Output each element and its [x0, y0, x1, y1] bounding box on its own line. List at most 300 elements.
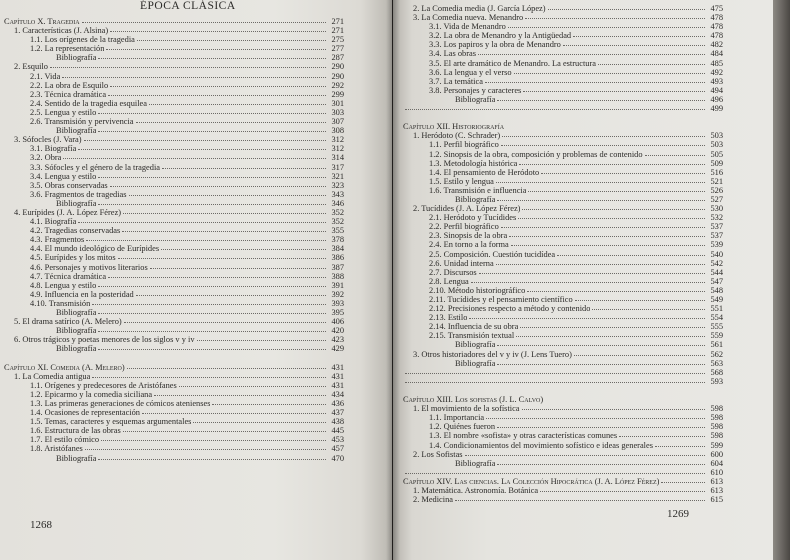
dot-leader [137, 39, 326, 41]
dot-leader [106, 48, 326, 50]
toc-entry-label: 3.8. Personajes y caracteres [429, 85, 522, 95]
toc-entry-label: Capítulo XII. Historiografía [403, 122, 505, 132]
toc-entry-page: 484 [710, 49, 723, 59]
toc-entry [403, 495, 723, 504]
toc-entry-page: 478 [710, 22, 723, 32]
toc-entry [4, 190, 344, 199]
dot-leader [645, 154, 705, 156]
toc-entry-label: 4. Eurípides (J. A. López Férez) [14, 207, 121, 217]
dot-leader [527, 290, 705, 292]
toc-entry-page: 599 [710, 440, 723, 450]
toc-entry [403, 250, 723, 259]
toc-entry [4, 208, 344, 217]
toc-entry-page: 307 [331, 117, 344, 127]
toc-entry-label: 1.2. La representación [30, 44, 105, 54]
toc-entry-label: Bibliografía [56, 326, 97, 336]
dot-leader [98, 458, 326, 460]
toc-entry [403, 277, 723, 286]
toc-entry-page: 287 [331, 53, 344, 63]
toc-entry [403, 313, 723, 322]
toc-entry-page: 537 [710, 231, 723, 241]
dot-leader [511, 244, 705, 246]
toc-chapter-heading [403, 477, 723, 486]
toc-entry-page: 384 [331, 244, 344, 254]
toc-entry [403, 95, 723, 104]
toc-entry-page: 547 [710, 276, 723, 286]
toc-entry [4, 335, 344, 344]
dot-leader [522, 408, 705, 410]
toc-entry [403, 168, 723, 177]
toc-entry [4, 72, 344, 81]
dot-leader [127, 367, 326, 369]
toc-entry-page: 563 [710, 358, 723, 368]
toc-entry-label: 3. Otros historiadores del v y iv (J. Lens Tuero) [413, 349, 572, 359]
dot-leader [465, 454, 705, 456]
toc-entry-page: 532 [710, 213, 723, 223]
toc-entry-page: 271 [331, 26, 344, 36]
toc-entry-label: 1.3. Las primeras generaciones de cómicos atenienses [30, 398, 211, 408]
toc-entry [4, 99, 344, 108]
dot-leader [110, 85, 326, 87]
toc-entry-label: Bibliografía [56, 308, 97, 317]
toc-entry-page: 496 [710, 94, 723, 104]
toc-entry [4, 153, 344, 162]
toc-entry [4, 426, 344, 435]
dot-leader [497, 363, 705, 365]
toc-entry-label: 4.10. Transmisión [30, 298, 91, 308]
toc-entry-page: 561 [710, 340, 723, 350]
toc-entry [4, 344, 344, 353]
toc-entry-page: 312 [331, 135, 344, 145]
toc-entry-page: 343 [331, 189, 344, 199]
dot-leader [129, 194, 326, 196]
toc-entry-page: 438 [331, 417, 344, 427]
dot-leader [78, 148, 326, 150]
toc-entry-label: Capítulo XIII. Los sofistas (J. L. Calvo) [403, 395, 544, 405]
dot-leader [136, 121, 326, 123]
toc-entry [403, 40, 723, 49]
dot-leader [101, 439, 326, 441]
toc-entry-label: Bibliografía [56, 198, 97, 208]
toc-entry-page: 431 [331, 380, 344, 390]
toc-entry-label: 4.1. Biografía [30, 217, 77, 227]
toc-entry [403, 204, 723, 213]
toc-entry [4, 44, 344, 53]
toc-entry [403, 368, 723, 377]
dot-leader [98, 312, 326, 314]
toc-entry [4, 372, 344, 381]
page-number-left: 1268 [30, 519, 52, 531]
toc-entry-label: 1.2. Quiénes fueron [429, 422, 496, 432]
dot-leader [405, 472, 705, 474]
toc-entry [403, 49, 723, 58]
dot-leader [598, 63, 705, 65]
toc-entry-page: 492 [710, 67, 723, 77]
toc-entry-label: 1.6. Estructura de las obras [30, 426, 121, 436]
toc-entry [4, 135, 344, 144]
toc-entry-label: 1.8. Aristófanes [30, 444, 83, 454]
toc-entry-label: 2.5. Composición. Cuestión tucidídea [429, 249, 556, 259]
toc-entry-page: 598 [710, 422, 723, 432]
toc-entry-label: Bibliografía [56, 53, 97, 63]
toc-entry-label: 1.2. Epicarmo y la comedia siciliana [30, 389, 153, 399]
toc-entry-page: 431 [331, 362, 344, 372]
toc-entry-label: Bibliografía [56, 344, 97, 354]
toc-entry-page: 299 [331, 89, 344, 99]
dot-leader [193, 421, 326, 423]
toc-entry [403, 413, 723, 422]
toc-entry-label: 3. Sófocles (J. Vara) [14, 135, 82, 145]
toc-entry [403, 295, 723, 304]
toc-entry-page: 277 [331, 44, 344, 54]
toc-entry-page: 482 [710, 40, 723, 50]
toc-entry-page: 478 [710, 31, 723, 41]
toc-entry [4, 290, 344, 299]
toc-entry [4, 444, 344, 453]
toc-entry [403, 322, 723, 331]
running-head: ÉPOCA CLÁSICA [140, 0, 236, 12]
toc-entry-page: 388 [331, 271, 344, 281]
toc-entry-page: 317 [331, 162, 344, 172]
dot-leader [522, 208, 705, 210]
toc-entry-label: 3.3. Los papiros y la obra de Menandro [429, 40, 561, 50]
toc-entry [4, 62, 344, 71]
toc-entry-page: 395 [331, 308, 344, 317]
dot-leader [98, 112, 326, 114]
toc-entry [403, 22, 723, 31]
toc-entry [4, 108, 344, 117]
toc-entry-label: 2. Esquilo [14, 62, 48, 72]
dot-leader [98, 130, 326, 132]
toc-entry-page: 559 [710, 331, 723, 341]
toc-entry-label: 2.6. Transmisión y pervivencia [30, 117, 134, 127]
toc-chapter-heading [4, 17, 344, 26]
toc-entry-page: 275 [331, 35, 344, 45]
toc-entry-page: 355 [331, 226, 344, 236]
dot-leader [84, 139, 326, 141]
toc-entry-page: 314 [331, 153, 344, 163]
toc-entry-label: 4.3. Fragmentos [30, 235, 85, 245]
toc-entry-page: 392 [331, 289, 344, 299]
toc-entry-label: 1.1. Perfil biográfico [429, 140, 499, 150]
left-page [0, 0, 392, 560]
toc-entry-page: 499 [710, 104, 723, 114]
toc-entry-label: 3.4. Las obras [429, 49, 476, 59]
toc-entry-label: 1.5. Estilo y lengua [429, 176, 494, 186]
toc-entry [4, 244, 344, 253]
toc-entry [4, 253, 344, 262]
toc-entry-label: 2.2. Perfil biográfico [429, 222, 499, 232]
toc-entry-page: 593 [710, 376, 723, 386]
dot-leader [502, 135, 705, 137]
toc-left [4, 17, 344, 463]
toc-entry [403, 304, 723, 313]
toc-entry-page: 457 [331, 444, 344, 454]
toc-entry-label: 2. Tucídides (J. A. López Férez) [413, 204, 521, 214]
toc-entry-label: 3.1. Biografía [30, 144, 77, 154]
toc-entry [403, 177, 723, 186]
dot-leader [122, 230, 326, 232]
dot-leader [108, 276, 326, 278]
dot-leader [86, 239, 326, 241]
toc-entry-page: 527 [710, 194, 723, 204]
toc-entry-label: 3.2. Obra [30, 153, 62, 163]
toc-entry-label: Bibliografía [56, 126, 97, 136]
toc-entry-page: 420 [331, 326, 344, 336]
toc-entry [403, 340, 723, 349]
dot-leader [655, 445, 705, 447]
toc-entry-page: 423 [331, 335, 344, 345]
toc-entry [403, 213, 723, 222]
toc-entry [4, 217, 344, 226]
toc-entry-label: 2.4. Sentido de la tragedia esquilea [30, 98, 147, 108]
toc-entry-page: 610 [710, 467, 723, 477]
toc-entry-page: 555 [710, 322, 723, 332]
dot-leader [619, 435, 705, 437]
dot-leader [98, 348, 326, 350]
toc-chapter-heading [4, 363, 344, 372]
toc-entry-page: 308 [331, 126, 344, 136]
toc-entry-page: 503 [710, 140, 723, 150]
toc-entry-label: 3.2. La obra de Menandro y la Antigüedad [429, 31, 572, 41]
toc-entry-page: 539 [710, 240, 723, 250]
toc-entry-label: 1.3. Metodología histórica [429, 158, 518, 168]
dot-leader [661, 481, 705, 483]
toc-entry-label: 2.4. En torno a la forma [429, 240, 509, 250]
dot-leader [149, 103, 326, 105]
toc-entry-page: 540 [710, 249, 723, 259]
toc-entry [403, 459, 723, 468]
dot-leader [212, 403, 326, 405]
dot-leader [563, 44, 705, 46]
toc-entry [4, 435, 344, 444]
toc-entry-label: 4.7. Técnica dramática [30, 271, 107, 281]
toc-entry [403, 131, 723, 140]
toc-entry [4, 226, 344, 235]
toc-entry-label: 1.4. Condicionamientos del movimiento sofístico e ideas generales [429, 440, 653, 450]
toc-entry-label: Bibliografía [455, 194, 496, 204]
toc-entry-label: 1.6. Transmisión e influencia [429, 185, 527, 195]
toc-entry [4, 126, 344, 135]
toc-entry-page: 516 [710, 167, 723, 177]
toc-chapter-heading [403, 395, 723, 404]
toc-entry-label: 1. La Comedia antigua [14, 371, 91, 381]
toc-entry-page: 303 [331, 107, 344, 117]
toc-entry-label: 2. Los Sofistas [413, 449, 463, 459]
dot-leader [497, 99, 705, 101]
toc-entry [403, 140, 723, 149]
toc-spacer [403, 386, 723, 395]
dot-leader [161, 248, 326, 250]
toc-entry-label: Bibliografía [56, 453, 97, 463]
toc-entry [4, 117, 344, 126]
dot-leader [479, 272, 705, 274]
toc-entry-page: 549 [710, 295, 723, 304]
toc-entry [403, 195, 723, 204]
toc-entry-page: 312 [331, 144, 344, 154]
dot-leader [62, 76, 326, 78]
toc-entry-label: 4.2. Tragedias conservadas [30, 226, 121, 236]
toc-entry-label: 3.3. Sófocles y el género de la tragedia [30, 162, 160, 172]
dot-leader [179, 385, 326, 387]
toc-entry-page: 551 [710, 304, 723, 314]
toc-entry-page: 352 [331, 207, 344, 217]
toc-entry-label: 1.4. El pensamiento de Heródoto [429, 167, 540, 177]
dot-leader [523, 90, 705, 92]
toc-entry-page: 387 [331, 262, 344, 272]
toc-entry-page: 598 [710, 413, 723, 423]
toc-entry-label: Bibliografía [455, 94, 496, 104]
dot-leader [471, 281, 705, 283]
toc-entry [4, 399, 344, 408]
dot-leader [486, 417, 705, 419]
dot-leader [509, 235, 705, 237]
dot-leader [92, 303, 326, 305]
right-page [393, 0, 773, 560]
dot-leader [575, 299, 705, 301]
page-edge [773, 0, 790, 560]
dot-leader [162, 167, 326, 169]
book-gutter [386, 0, 400, 560]
dot-leader [154, 394, 326, 396]
toc-entry-page: 485 [710, 58, 723, 68]
toc-entry-page: 323 [331, 180, 344, 190]
toc-entry [403, 31, 723, 40]
toc-entry-page: 301 [331, 98, 344, 108]
dot-leader [574, 354, 705, 356]
toc-entry-page: 292 [331, 80, 344, 90]
toc-entry [403, 186, 723, 195]
toc-entry-label: Bibliografía [455, 358, 496, 368]
toc-entry [403, 377, 723, 386]
toc-entry [403, 104, 723, 113]
dot-leader [478, 53, 705, 55]
dot-leader [455, 499, 705, 501]
dot-leader [110, 185, 326, 187]
toc-entry-page: 437 [331, 408, 344, 418]
toc-entry-label: Bibliografía [455, 458, 496, 468]
toc-entry-label: 4.4. El mundo ideológico de Eurípides [30, 244, 160, 254]
toc-entry [403, 331, 723, 340]
toc-entry [4, 235, 344, 244]
dot-leader [496, 181, 705, 183]
toc-entry-page: 568 [710, 367, 723, 377]
toc-entry [403, 59, 723, 68]
toc-entry-page: 542 [710, 258, 723, 268]
toc-entry-label: 3.7. La temática [429, 76, 483, 86]
toc-entry [403, 77, 723, 86]
dot-leader [98, 330, 326, 332]
toc-entry-page: 509 [710, 158, 723, 168]
toc-entry [403, 422, 723, 431]
toc-entry-page: 453 [331, 435, 344, 445]
toc-entry [403, 4, 723, 13]
toc-entry-page: 526 [710, 185, 723, 195]
toc-entry [4, 53, 344, 62]
toc-entry [403, 259, 723, 268]
toc-entry [4, 90, 344, 99]
toc-entry-page: 530 [710, 204, 723, 214]
dot-leader [518, 217, 705, 219]
dot-leader [123, 430, 326, 432]
toc-entry-label: 2.14. Influencia de su obra [429, 322, 519, 332]
toc-entry [4, 454, 344, 463]
dot-leader [508, 26, 705, 28]
dot-leader [497, 463, 705, 465]
dot-leader [50, 66, 326, 68]
toc-entry-label: 3. La Comedia nueva. Menandro [413, 13, 524, 23]
toc-entry-label: 1.1. Importancia [429, 413, 485, 423]
toc-entry-label: 4.9. Influencia en la posteridad [30, 289, 134, 299]
toc-entry [4, 326, 344, 335]
dot-leader [501, 144, 705, 146]
toc-entry-page: 548 [710, 285, 723, 295]
toc-entry-page: 290 [331, 62, 344, 72]
dot-leader [78, 221, 326, 223]
toc-entry-page: 271 [331, 17, 344, 26]
dot-leader [118, 257, 326, 259]
toc-entry-label: 2.15. Transmisión textual [429, 331, 515, 341]
toc-entry-page: 598 [710, 404, 723, 414]
toc-entry [403, 159, 723, 168]
toc-entry-page: 445 [331, 426, 344, 436]
toc-entry-page: 391 [331, 280, 344, 290]
toc-entry-page: 604 [710, 458, 723, 468]
toc-entry-label: 3.1. Vida de Menandro [429, 22, 506, 32]
toc-entry-page: 544 [710, 267, 723, 277]
toc-chapter-heading [403, 122, 723, 131]
toc-entry [403, 286, 723, 295]
toc-entry-label: 1. El movimiento de la sofística [413, 404, 520, 414]
toc-entry [403, 231, 723, 240]
toc-entry [4, 308, 344, 317]
toc-entry-label: 2.13. Estilo [429, 313, 468, 323]
toc-entry-label: 3.6. Fragmentos de tragedias [30, 189, 127, 199]
dot-leader [557, 254, 705, 256]
dot-leader [516, 335, 705, 337]
toc-entry [403, 431, 723, 440]
toc-entry-page: 470 [331, 453, 344, 463]
toc-entry-page: 321 [331, 171, 344, 181]
dot-leader [496, 263, 705, 265]
dot-leader [98, 203, 326, 205]
toc-entry-label: 2.1. Heródoto y Tucídides [429, 213, 517, 223]
toc-entry-label: 3.5. Obras conservadas [30, 180, 108, 190]
toc-entry-label: 4.5. Eurípides y los mitos [30, 253, 116, 263]
dot-leader [110, 30, 326, 32]
toc-entry-page: 613 [710, 485, 723, 495]
toc-right [403, 4, 723, 504]
toc-entry-label: 1. Características (J. Alsina) [14, 26, 109, 36]
toc-entry-label: 1.3. El nombre «sofista» y otras características comunes [429, 431, 618, 441]
toc-entry [4, 163, 344, 172]
toc-entry-label: 2.1. Vida [30, 71, 61, 81]
toc-entry-page: 600 [710, 449, 723, 459]
dot-leader [92, 376, 326, 378]
toc-entry [4, 408, 344, 417]
toc-entry [403, 350, 723, 359]
dot-leader [485, 81, 705, 83]
toc-entry [4, 199, 344, 208]
toc-entry [403, 359, 723, 368]
dot-leader [541, 172, 705, 174]
toc-entry-page: 406 [331, 317, 344, 327]
toc-entry-page: 290 [331, 71, 344, 81]
toc-entry-label: 1.1. Los orígenes de la tragedia [30, 35, 135, 45]
dot-leader [519, 163, 705, 165]
toc-entry-page: 615 [710, 495, 723, 505]
toc-entry-label: Capítulo XIV. Las ciencias. La Colección Hipocrática (J. A. López Férez) [403, 476, 660, 486]
